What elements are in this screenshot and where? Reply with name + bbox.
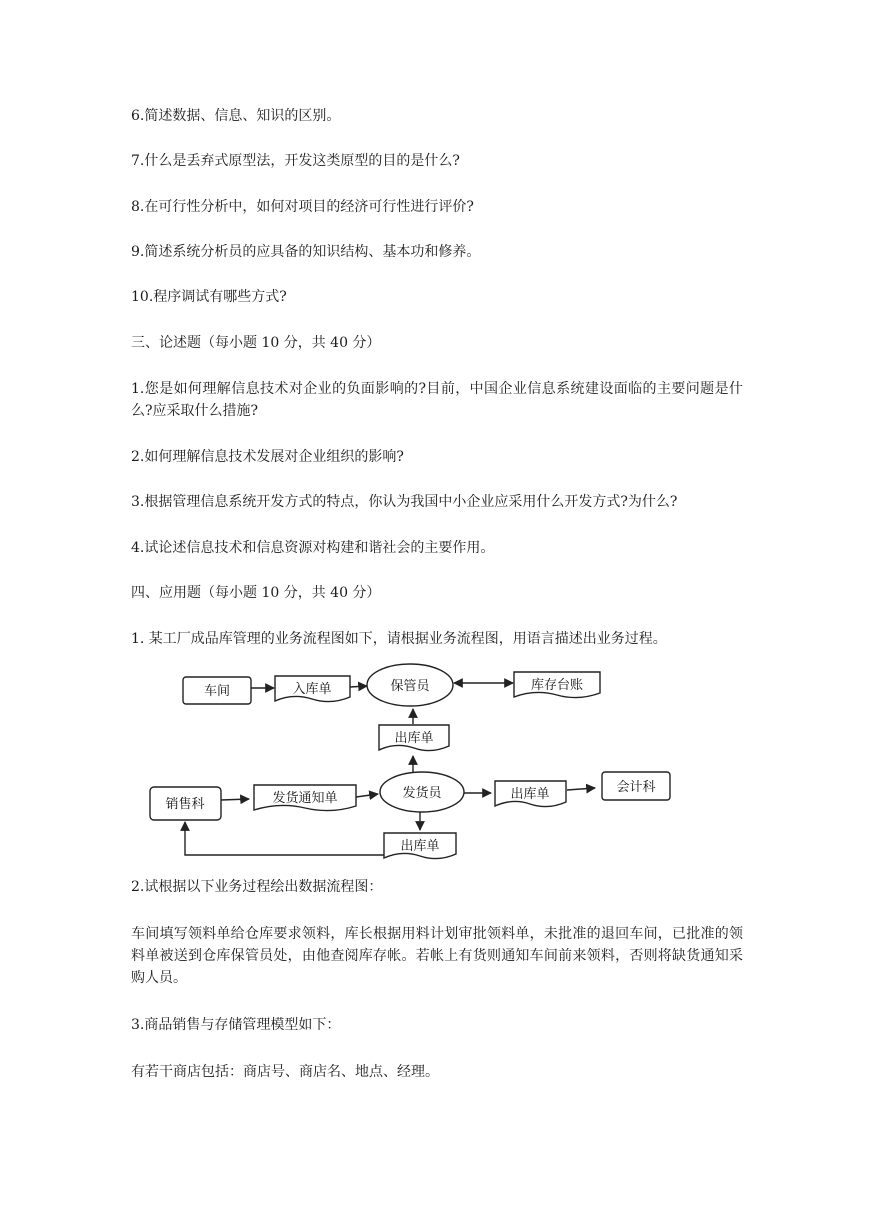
shipper-label: 发货员 <box>402 786 442 801</box>
outbound-slip-right-label: 出库单 <box>510 787 550 802</box>
inventory-ledger-label: 库存台账 <box>530 678 584 693</box>
essay-question-2: 2.如何理解信息技术发展对企业组织的影响? <box>131 449 404 465</box>
application-question-1: 1. 某工厂成品库管理的业务流程图如下，请根据业务流程图，用语言描述出业务过程。 <box>131 631 667 647</box>
arrow-notice-to-shipper <box>356 794 378 797</box>
delivery-notice-label: 发货通知单 <box>272 791 338 806</box>
arrow-inbound-to-keeper <box>350 686 367 687</box>
question-8: 8.在可行性分析中，如何对项目的经济可行性进行评价? <box>131 199 474 215</box>
outbound-slip-bottom-label: 出库单 <box>400 839 440 854</box>
keeper-label: 保管员 <box>390 679 430 694</box>
application-question-2: 2.试根据以下业务过程绘出数据流程图： <box>131 879 383 895</box>
arrow-sales-to-notice <box>221 799 249 800</box>
application-question-2-body: 车间填写领料单给仓库要求领料，库长根据用料计划审批领料单，未批准的退回车间，已批准的领料单被送到仓库保管员处，由他查阅库存帐。若帐上有货则通知车间前来领料，否则将缺货通知采购人员。 <box>131 926 743 986</box>
essay-question-4: 4.试论述信息技术和信息资源对构建和谐社会的主要作用。 <box>131 540 495 556</box>
section-4-title: 四、应用题（每小题 10 分，共 40 分） <box>131 585 381 601</box>
sales-dept-label: 销售科 <box>165 797 205 812</box>
section-3-title: 三、论述题（每小题 10 分，共 40 分） <box>131 335 381 351</box>
essay-question-3: 3.根据管理信息系统开发方式的特点，你认为我国中小企业应采用什么开发方式?为什么? <box>131 494 678 510</box>
outbound-slip-top-label: 出库单 <box>394 731 434 746</box>
question-6: 6.简述数据、信息、知识的区别。 <box>131 108 341 124</box>
question-9: 9.简述系统分析员的应具备的知识结构、基本功和修养。 <box>131 244 481 260</box>
inbound-slip-label: 入库单 <box>292 682 332 697</box>
application-question-3: 3.商品销售与存储管理模型如下： <box>131 1017 341 1033</box>
accounting-label: 会计科 <box>616 780 656 795</box>
essay-question-1: 1.您是如何理解信息技术对企业的负面影响的?目前，中国企业信息系统建设面临的主要问题是什么?应采取什么措施? <box>131 381 743 419</box>
arrow-outbound-to-accounting <box>567 788 595 790</box>
question-7: 7.什么是丢弃式原型法，开发这类原型的目的是什么? <box>131 153 460 169</box>
arrow-bottom-outbound-to-sales <box>185 822 384 855</box>
workshop-label: 车间 <box>203 684 231 699</box>
application-question-3-body: 有若干商店包括：商店号、商店名、地点、经理。 <box>131 1064 439 1080</box>
question-10: 10.程序调试有哪些方式? <box>131 289 287 305</box>
